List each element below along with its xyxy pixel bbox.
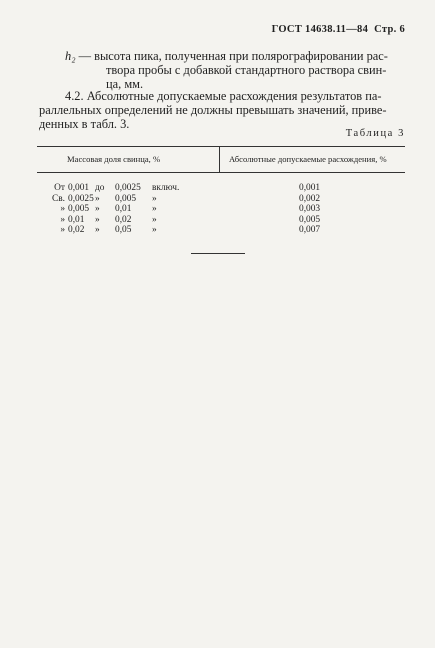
row-prefix: »: [60, 214, 65, 225]
row-to: 0,005: [115, 193, 137, 204]
row-prefix: Св.: [51, 193, 65, 204]
row-to: 0,01: [115, 204, 132, 214]
table-row: [37, 215, 405, 226]
row-from: 0,005: [68, 204, 90, 214]
header-lead-fraction: Массовая доля свинца, %: [67, 154, 161, 164]
row-mid: »: [95, 214, 100, 225]
row-suffix: включ.: [152, 183, 180, 193]
row-value: 0,003: [299, 204, 321, 214]
row-value: 0,002: [299, 193, 321, 204]
definition-text: — высота пика, полученная при полярографировании рас-: [78, 49, 388, 63]
row-from: 0,001: [68, 183, 90, 193]
row-from: 0,02: [68, 225, 85, 235]
table-row: [37, 183, 405, 194]
table-caption: Таблица 3: [345, 128, 405, 139]
row-value: 0,005: [299, 214, 321, 225]
row-value: 0,001: [299, 183, 321, 193]
definition-first-line: [65, 49, 405, 63]
definition-line: твора пробы с добавкой стандартного раствора свин-: [106, 63, 387, 77]
header-tolerance: Абсолютные допускаемые расхождения, %: [229, 154, 387, 164]
row-suffix: »: [152, 225, 157, 235]
row-to: 0,05: [115, 225, 132, 235]
row-mid: »: [95, 193, 100, 204]
row-prefix: От: [54, 183, 65, 193]
row-value: 0,007: [299, 225, 321, 235]
clause-paragraph: [39, 89, 405, 131]
row-mid: »: [95, 225, 100, 235]
table-row: [37, 204, 405, 215]
row-from: 0,0025: [68, 193, 94, 204]
row-suffix: »: [152, 214, 157, 225]
row-mid: »: [95, 204, 100, 214]
table-row: [37, 225, 405, 236]
table-body: [37, 183, 405, 236]
page-header: [272, 24, 405, 35]
row-from: 0,01: [68, 214, 85, 225]
definition-paragraph: [65, 49, 405, 91]
definition-symbol: h₂: [65, 49, 76, 63]
row-prefix: »: [60, 204, 65, 214]
clause-number: 4.2.: [65, 89, 84, 103]
standard-number: ГОСТ 14638.11—84: [271, 24, 369, 35]
row-prefix: »: [60, 225, 65, 235]
table-header-rule: [37, 172, 405, 173]
data-table: [37, 146, 405, 240]
clause-first-line: [39, 89, 405, 103]
row-to: 0,0025: [115, 183, 141, 193]
row-suffix: »: [152, 193, 157, 204]
definition-line: ца, мм.: [106, 77, 144, 91]
clause-text: Абсолютные допускаемые расхождения результатов па-: [86, 89, 382, 103]
table-column-divider: [219, 146, 220, 172]
page-number: Стр. 6: [374, 24, 405, 35]
row-to: 0,02: [115, 214, 132, 225]
clause-line: раллельных определений не должны превышать значений, приве-: [39, 103, 387, 117]
table-row: [37, 194, 405, 205]
table-top-rule: [37, 146, 405, 147]
row-mid: до: [95, 183, 105, 193]
clause-line: денных в табл. 3.: [39, 117, 130, 131]
end-of-section-rule: [191, 253, 245, 254]
row-suffix: »: [152, 204, 157, 214]
